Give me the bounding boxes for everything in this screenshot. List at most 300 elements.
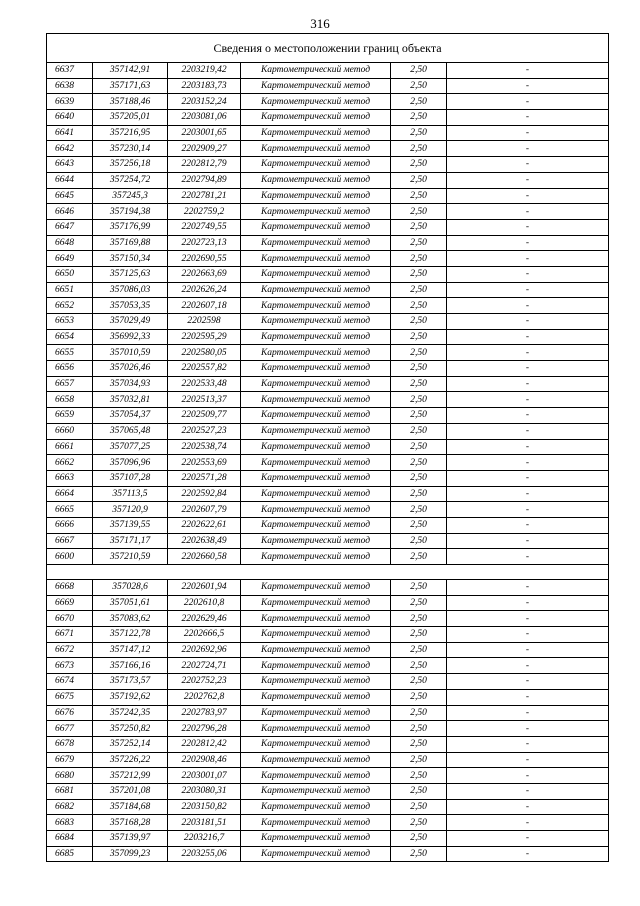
point-number-cell: 6681: [47, 783, 93, 799]
accuracy-cell: 2,50: [391, 580, 447, 596]
table-row: [47, 517, 609, 533]
accuracy-cell: 2,50: [391, 674, 447, 690]
description-cell: -: [447, 125, 609, 141]
method-cell: Картометрический метод: [241, 831, 391, 847]
y-coordinate-cell: 2203255,06: [168, 846, 241, 862]
table-gap-row: [47, 565, 609, 580]
x-coordinate-cell: 357122,78: [93, 627, 168, 643]
table-row: [47, 266, 609, 282]
method-cell: Картометрический метод: [241, 94, 391, 110]
accuracy-cell: 2,50: [391, 172, 447, 188]
x-coordinate-cell: 357171,17: [93, 533, 168, 549]
table-row: [47, 141, 609, 157]
description-cell: -: [447, 392, 609, 408]
table-row: [47, 580, 609, 596]
accuracy-cell: 2,50: [391, 141, 447, 157]
accuracy-cell: 2,50: [391, 831, 447, 847]
point-number-cell: 6660: [47, 423, 93, 439]
description-cell: -: [447, 611, 609, 627]
x-coordinate-cell: 357169,88: [93, 235, 168, 251]
boundary-coordinates-table: [46, 33, 609, 862]
description-cell: -: [447, 642, 609, 658]
gap-cell: [47, 565, 609, 580]
y-coordinate-cell: 2202666,5: [168, 627, 241, 643]
y-coordinate-cell: 2202509,77: [168, 408, 241, 424]
table-row: [47, 376, 609, 392]
description-cell: -: [447, 204, 609, 220]
table-row: [47, 674, 609, 690]
y-coordinate-cell: 2202571,28: [168, 470, 241, 486]
method-cell: Картометрический метод: [241, 502, 391, 518]
description-cell: -: [447, 799, 609, 815]
x-coordinate-cell: 357083,62: [93, 611, 168, 627]
accuracy-cell: 2,50: [391, 423, 447, 439]
y-coordinate-cell: 2202909,27: [168, 141, 241, 157]
x-coordinate-cell: 357010,59: [93, 345, 168, 361]
x-coordinate-cell: 357054,37: [93, 408, 168, 424]
table-row: [47, 689, 609, 705]
description-cell: -: [447, 235, 609, 251]
y-coordinate-cell: 2202752,23: [168, 674, 241, 690]
point-number-cell: 6676: [47, 705, 93, 721]
point-number-cell: 6677: [47, 721, 93, 737]
x-coordinate-cell: 357188,46: [93, 94, 168, 110]
description-cell: -: [447, 266, 609, 282]
x-coordinate-cell: 356992,33: [93, 329, 168, 345]
description-cell: -: [447, 502, 609, 518]
description-cell: -: [447, 219, 609, 235]
table-body: [47, 34, 609, 862]
method-cell: Картометрический метод: [241, 689, 391, 705]
method-cell: Картометрический метод: [241, 408, 391, 424]
method-cell: Картометрический метод: [241, 78, 391, 94]
description-cell: -: [447, 141, 609, 157]
description-cell: -: [447, 580, 609, 596]
page-number: 316: [310, 16, 330, 31]
point-number-cell: 6684: [47, 831, 93, 847]
y-coordinate-cell: 2202692,96: [168, 642, 241, 658]
description-cell: -: [447, 470, 609, 486]
accuracy-cell: 2,50: [391, 251, 447, 267]
table-row: [47, 705, 609, 721]
table-row: [47, 502, 609, 518]
table-title-row: [47, 34, 609, 63]
table-row: [47, 815, 609, 831]
point-number-cell: 6652: [47, 298, 93, 314]
method-cell: Картометрический метод: [241, 345, 391, 361]
point-number-cell: 6647: [47, 219, 93, 235]
method-cell: Картометрический метод: [241, 455, 391, 471]
point-number-cell: 6600: [47, 549, 93, 565]
accuracy-cell: 2,50: [391, 721, 447, 737]
method-cell: Картометрический метод: [241, 799, 391, 815]
x-coordinate-cell: 357028,6: [93, 580, 168, 596]
y-coordinate-cell: 2202663,69: [168, 266, 241, 282]
x-coordinate-cell: 357147,12: [93, 642, 168, 658]
table-row: [47, 549, 609, 565]
y-coordinate-cell: 2202592,84: [168, 486, 241, 502]
accuracy-cell: 2,50: [391, 78, 447, 94]
y-coordinate-cell: 2203001,07: [168, 768, 241, 784]
description-cell: -: [447, 94, 609, 110]
method-cell: Картометрический метод: [241, 219, 391, 235]
x-coordinate-cell: 357065,48: [93, 423, 168, 439]
table-row: [47, 235, 609, 251]
table-row: [47, 188, 609, 204]
method-cell: Картометрический метод: [241, 768, 391, 784]
point-number-cell: 6667: [47, 533, 93, 549]
point-number-cell: 6649: [47, 251, 93, 267]
accuracy-cell: 2,50: [391, 266, 447, 282]
method-cell: Картометрический метод: [241, 846, 391, 862]
y-coordinate-cell: 2203219,42: [168, 63, 241, 79]
x-coordinate-cell: 357171,63: [93, 78, 168, 94]
method-cell: Картометрический метод: [241, 595, 391, 611]
y-coordinate-cell: 2202724,71: [168, 658, 241, 674]
x-coordinate-cell: 357051,61: [93, 595, 168, 611]
point-number-cell: 6638: [47, 78, 93, 94]
accuracy-cell: 2,50: [391, 595, 447, 611]
accuracy-cell: 2,50: [391, 627, 447, 643]
accuracy-cell: 2,50: [391, 517, 447, 533]
point-number-cell: 6662: [47, 455, 93, 471]
point-number-cell: 6650: [47, 266, 93, 282]
description-cell: -: [447, 486, 609, 502]
x-coordinate-cell: 357230,14: [93, 141, 168, 157]
x-coordinate-cell: 357173,57: [93, 674, 168, 690]
accuracy-cell: 2,50: [391, 157, 447, 173]
method-cell: Картометрический метод: [241, 627, 391, 643]
method-cell: Картометрический метод: [241, 188, 391, 204]
y-coordinate-cell: 2202781,21: [168, 188, 241, 204]
table-row: [47, 314, 609, 330]
table-row: [47, 63, 609, 79]
method-cell: Картометрический метод: [241, 63, 391, 79]
table-row: [47, 799, 609, 815]
description-cell: -: [447, 705, 609, 721]
table-row: [47, 282, 609, 298]
x-coordinate-cell: 357226,22: [93, 752, 168, 768]
method-cell: Картометрический метод: [241, 392, 391, 408]
y-coordinate-cell: 2202610,8: [168, 595, 241, 611]
y-coordinate-cell: 2202533,48: [168, 376, 241, 392]
method-cell: Картометрический метод: [241, 674, 391, 690]
accuracy-cell: 2,50: [391, 298, 447, 314]
accuracy-cell: 2,50: [391, 235, 447, 251]
y-coordinate-cell: 2202759,2: [168, 204, 241, 220]
method-cell: Картометрический метод: [241, 314, 391, 330]
accuracy-cell: 2,50: [391, 815, 447, 831]
table-row: [47, 157, 609, 173]
accuracy-cell: 2,50: [391, 204, 447, 220]
accuracy-cell: 2,50: [391, 110, 447, 126]
table-row: [47, 423, 609, 439]
point-number-cell: 6645: [47, 188, 93, 204]
y-coordinate-cell: 2202607,79: [168, 502, 241, 518]
method-cell: Картометрический метод: [241, 204, 391, 220]
y-coordinate-cell: 2202638,49: [168, 533, 241, 549]
method-cell: Картометрический метод: [241, 517, 391, 533]
description-cell: -: [447, 689, 609, 705]
accuracy-cell: 2,50: [391, 219, 447, 235]
y-coordinate-cell: 2202538,74: [168, 439, 241, 455]
point-number-cell: 6654: [47, 329, 93, 345]
x-coordinate-cell: 357184,68: [93, 799, 168, 815]
x-coordinate-cell: 357026,46: [93, 361, 168, 377]
accuracy-cell: 2,50: [391, 705, 447, 721]
description-cell: -: [447, 768, 609, 784]
point-number-cell: 6670: [47, 611, 93, 627]
description-cell: -: [447, 721, 609, 737]
description-cell: -: [447, 314, 609, 330]
table-row: [47, 345, 609, 361]
table-row: [47, 783, 609, 799]
method-cell: Картометрический метод: [241, 752, 391, 768]
accuracy-cell: 2,50: [391, 533, 447, 549]
method-cell: Картометрический метод: [241, 658, 391, 674]
y-coordinate-cell: 2202626,24: [168, 282, 241, 298]
y-coordinate-cell: 2202812,42: [168, 736, 241, 752]
y-coordinate-cell: 2203183,73: [168, 78, 241, 94]
description-cell: -: [447, 251, 609, 267]
x-coordinate-cell: 357032,81: [93, 392, 168, 408]
description-cell: -: [447, 361, 609, 377]
x-coordinate-cell: 357139,55: [93, 517, 168, 533]
accuracy-cell: 2,50: [391, 408, 447, 424]
method-cell: Картометрический метод: [241, 376, 391, 392]
point-number-cell: 6639: [47, 94, 93, 110]
accuracy-cell: 2,50: [391, 455, 447, 471]
x-coordinate-cell: 357168,28: [93, 815, 168, 831]
x-coordinate-cell: 357125,63: [93, 266, 168, 282]
x-coordinate-cell: 357029,49: [93, 314, 168, 330]
accuracy-cell: 2,50: [391, 642, 447, 658]
method-cell: Картометрический метод: [241, 533, 391, 549]
y-coordinate-cell: 2202762,8: [168, 689, 241, 705]
point-number-cell: 6657: [47, 376, 93, 392]
description-cell: -: [447, 627, 609, 643]
table-row: [47, 110, 609, 126]
description-cell: -: [447, 736, 609, 752]
description-cell: -: [447, 533, 609, 549]
x-coordinate-cell: 357034,93: [93, 376, 168, 392]
method-cell: Картометрический метод: [241, 125, 391, 141]
point-number-cell: 6637: [47, 63, 93, 79]
description-cell: -: [447, 78, 609, 94]
x-coordinate-cell: 357086,03: [93, 282, 168, 298]
x-coordinate-cell: 357139,97: [93, 831, 168, 847]
y-coordinate-cell: 2202595,29: [168, 329, 241, 345]
point-number-cell: 6656: [47, 361, 93, 377]
accuracy-cell: 2,50: [391, 689, 447, 705]
y-coordinate-cell: 2203152,24: [168, 94, 241, 110]
table-row: [47, 831, 609, 847]
description-cell: -: [447, 674, 609, 690]
method-cell: Картометрический метод: [241, 251, 391, 267]
x-coordinate-cell: 357176,99: [93, 219, 168, 235]
table-row: [47, 392, 609, 408]
accuracy-cell: 2,50: [391, 736, 447, 752]
accuracy-cell: 2,50: [391, 752, 447, 768]
method-cell: Картометрический метод: [241, 439, 391, 455]
method-cell: Картометрический метод: [241, 642, 391, 658]
table-row: [47, 408, 609, 424]
y-coordinate-cell: 2203150,82: [168, 799, 241, 815]
point-number-cell: 6672: [47, 642, 93, 658]
table-row: [47, 219, 609, 235]
method-cell: Картометрический метод: [241, 298, 391, 314]
x-coordinate-cell: 357192,62: [93, 689, 168, 705]
y-coordinate-cell: 2202796,28: [168, 721, 241, 737]
description-cell: -: [447, 172, 609, 188]
method-cell: Картометрический метод: [241, 580, 391, 596]
accuracy-cell: 2,50: [391, 470, 447, 486]
accuracy-cell: 2,50: [391, 94, 447, 110]
description-cell: -: [447, 408, 609, 424]
point-number-cell: 6646: [47, 204, 93, 220]
method-cell: Картометрический метод: [241, 423, 391, 439]
method-cell: Картометрический метод: [241, 157, 391, 173]
point-number-cell: 6648: [47, 235, 93, 251]
point-number-cell: 6680: [47, 768, 93, 784]
y-coordinate-cell: 2202553,69: [168, 455, 241, 471]
description-cell: -: [447, 376, 609, 392]
description-cell: -: [447, 455, 609, 471]
method-cell: Картометрический метод: [241, 329, 391, 345]
description-cell: -: [447, 298, 609, 314]
point-number-cell: 6659: [47, 408, 93, 424]
point-number-cell: 6674: [47, 674, 93, 690]
method-cell: Картометрический метод: [241, 611, 391, 627]
table-row: [47, 611, 609, 627]
y-coordinate-cell: 2203181,51: [168, 815, 241, 831]
method-cell: Картометрический метод: [241, 486, 391, 502]
x-coordinate-cell: 357166,16: [93, 658, 168, 674]
x-coordinate-cell: 357212,99: [93, 768, 168, 784]
accuracy-cell: 2,50: [391, 658, 447, 674]
point-number-cell: 6655: [47, 345, 93, 361]
x-coordinate-cell: 357142,91: [93, 63, 168, 79]
point-number-cell: 6663: [47, 470, 93, 486]
method-cell: Картометрический метод: [241, 815, 391, 831]
accuracy-cell: 2,50: [391, 439, 447, 455]
table-row: [47, 78, 609, 94]
y-coordinate-cell: 2202812,79: [168, 157, 241, 173]
table-title: Сведения о местоположении границ объекта: [47, 34, 609, 63]
accuracy-cell: 2,50: [391, 846, 447, 862]
x-coordinate-cell: 357099,23: [93, 846, 168, 862]
accuracy-cell: 2,50: [391, 611, 447, 627]
description-cell: -: [447, 110, 609, 126]
point-number-cell: 6642: [47, 141, 93, 157]
table-row: [47, 251, 609, 267]
y-coordinate-cell: 2202513,37: [168, 392, 241, 408]
x-coordinate-cell: 357150,34: [93, 251, 168, 267]
table-row: [47, 298, 609, 314]
method-cell: Картометрический метод: [241, 110, 391, 126]
point-number-cell: 6640: [47, 110, 93, 126]
accuracy-cell: 2,50: [391, 549, 447, 565]
x-coordinate-cell: 357256,18: [93, 157, 168, 173]
point-number-cell: 6678: [47, 736, 93, 752]
x-coordinate-cell: 357096,96: [93, 455, 168, 471]
point-number-cell: 6643: [47, 157, 93, 173]
accuracy-cell: 2,50: [391, 799, 447, 815]
y-coordinate-cell: 2203080,31: [168, 783, 241, 799]
point-number-cell: 6675: [47, 689, 93, 705]
x-coordinate-cell: 357216,95: [93, 125, 168, 141]
description-cell: -: [447, 345, 609, 361]
point-number-cell: 6669: [47, 595, 93, 611]
y-coordinate-cell: 2202908,46: [168, 752, 241, 768]
description-cell: -: [447, 595, 609, 611]
accuracy-cell: 2,50: [391, 282, 447, 298]
point-number-cell: 6651: [47, 282, 93, 298]
point-number-cell: 6668: [47, 580, 93, 596]
y-coordinate-cell: 2202557,82: [168, 361, 241, 377]
method-cell: Картометрический метод: [241, 172, 391, 188]
table-row: [47, 94, 609, 110]
point-number-cell: 6682: [47, 799, 93, 815]
accuracy-cell: 2,50: [391, 502, 447, 518]
description-cell: -: [447, 423, 609, 439]
accuracy-cell: 2,50: [391, 63, 447, 79]
table-row: [47, 172, 609, 188]
y-coordinate-cell: 2202629,46: [168, 611, 241, 627]
table-row: [47, 642, 609, 658]
description-cell: -: [447, 783, 609, 799]
description-cell: -: [447, 63, 609, 79]
table-row: [47, 329, 609, 345]
y-coordinate-cell: 2202527,23: [168, 423, 241, 439]
point-number-cell: 6685: [47, 846, 93, 862]
point-number-cell: 6641: [47, 125, 93, 141]
description-cell: -: [447, 517, 609, 533]
y-coordinate-cell: 2202794,89: [168, 172, 241, 188]
accuracy-cell: 2,50: [391, 125, 447, 141]
accuracy-cell: 2,50: [391, 345, 447, 361]
method-cell: Картометрический метод: [241, 470, 391, 486]
point-number-cell: 6661: [47, 439, 93, 455]
method-cell: Картометрический метод: [241, 721, 391, 737]
x-coordinate-cell: 357053,35: [93, 298, 168, 314]
method-cell: Картометрический метод: [241, 705, 391, 721]
x-coordinate-cell: 357245,3: [93, 188, 168, 204]
table-row: [47, 658, 609, 674]
table-row: [47, 204, 609, 220]
x-coordinate-cell: 357107,28: [93, 470, 168, 486]
table-row: [47, 752, 609, 768]
point-number-cell: 6683: [47, 815, 93, 831]
accuracy-cell: 2,50: [391, 188, 447, 204]
method-cell: Картометрический метод: [241, 736, 391, 752]
description-cell: -: [447, 752, 609, 768]
table-row: [47, 455, 609, 471]
description-cell: -: [447, 846, 609, 862]
x-coordinate-cell: 357250,82: [93, 721, 168, 737]
accuracy-cell: 2,50: [391, 486, 447, 502]
point-number-cell: 6671: [47, 627, 93, 643]
x-coordinate-cell: 357077,25: [93, 439, 168, 455]
description-cell: -: [447, 815, 609, 831]
description-cell: -: [447, 831, 609, 847]
method-cell: Картометрический метод: [241, 783, 391, 799]
description-cell: -: [447, 329, 609, 345]
y-coordinate-cell: 2202622,61: [168, 517, 241, 533]
table-row: [47, 125, 609, 141]
method-cell: Картометрический метод: [241, 141, 391, 157]
y-coordinate-cell: 2202783,97: [168, 705, 241, 721]
